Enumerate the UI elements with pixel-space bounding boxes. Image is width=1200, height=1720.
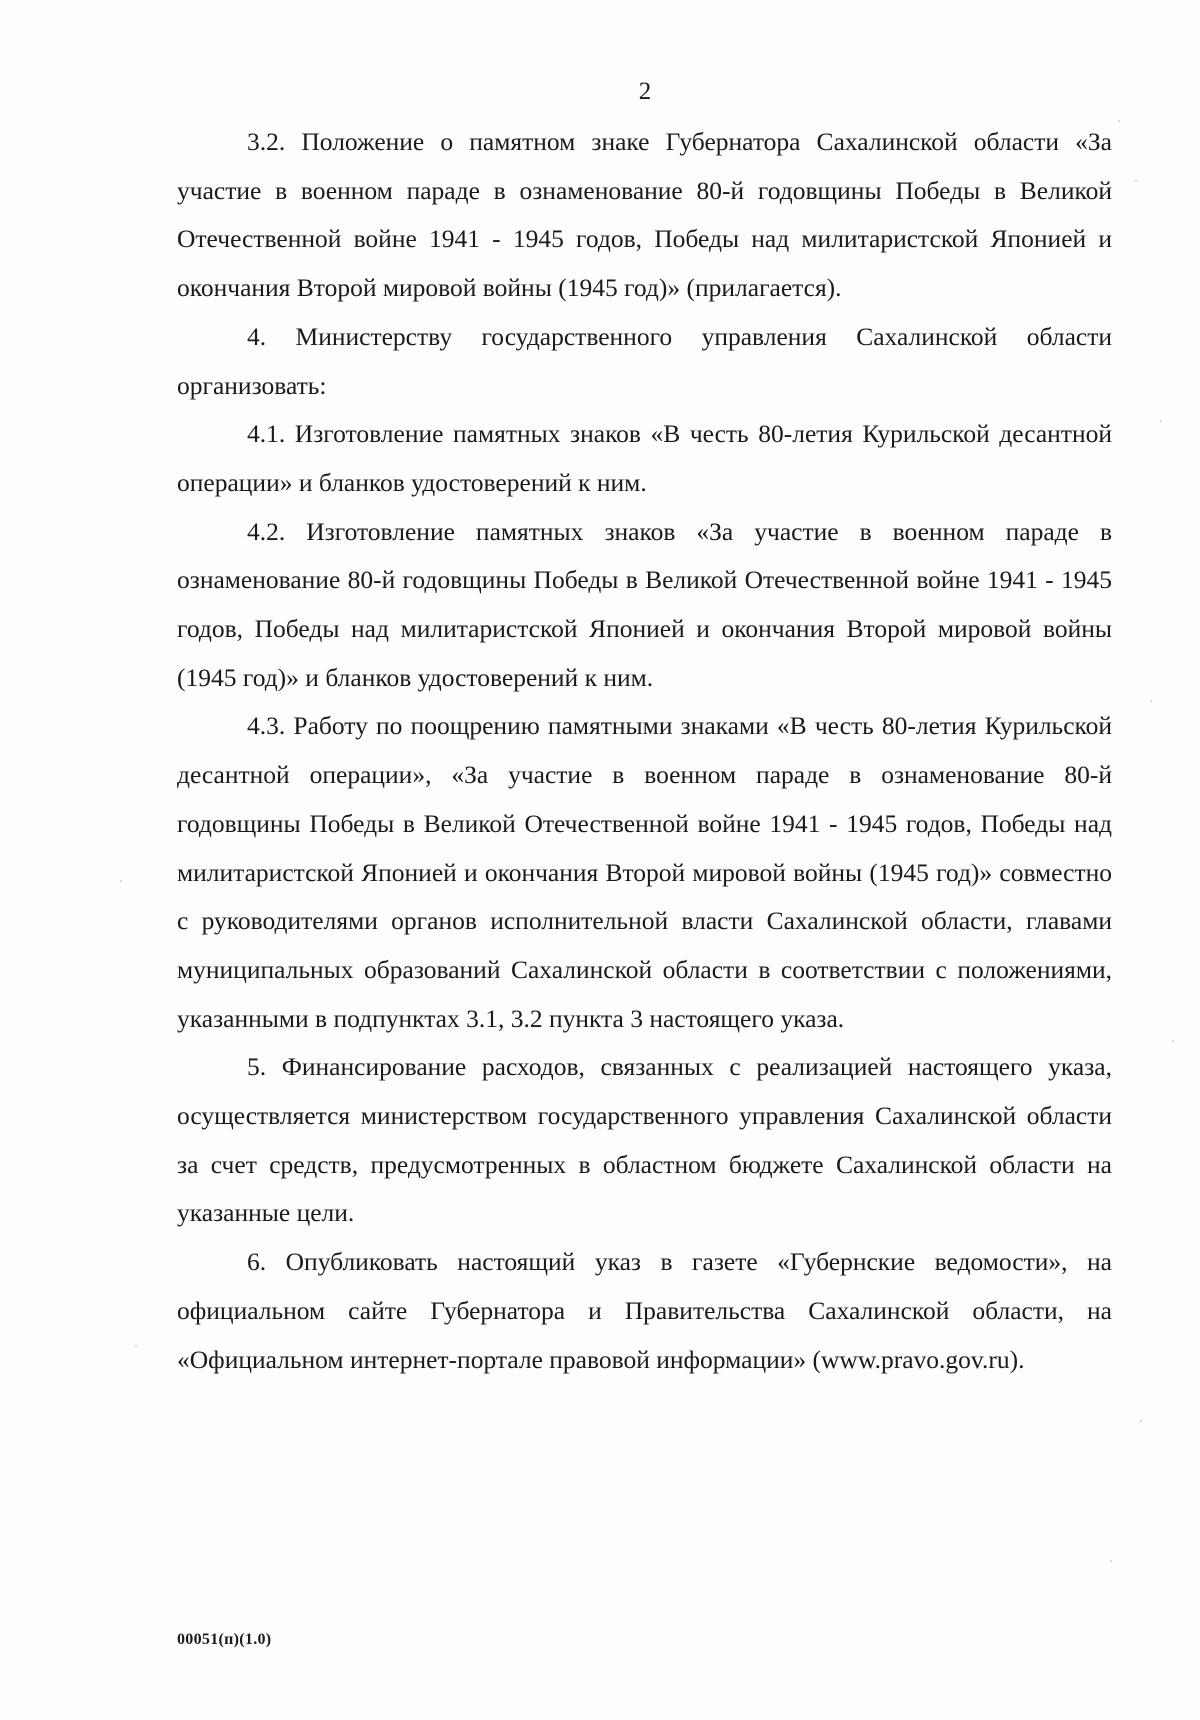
paragraph-5: 5. Финансирование расходов, связанных с реализацией настоящего указа, осуществляется министерством государственного управления Сахалинской области за счет средств, предусмотренных в областном бюджете Сахалинской области на указанные цели.: [177, 1052, 1112, 1228]
scan-speck: [1172, 1040, 1174, 1042]
paragraph-4-3: 4.3. Работу по поощрению памятными знаками «В честь 80-летия Курильской десантной операции», «За участие в военном параде в ознаменование 80-й годовщины Победы в Великой Отечественной войне 1941 - 1945 годов, Победы над милитаристской Японией и окончания Второй мировой войны (1945 год)» совместно с руководителями органов исполнительной власти Сахалинской области, главами муниципальных образований Сахалинской области в соответствии с положениями, указанными в подпунктах 3.1, 3.2 пункта 3 настоящего указа.: [177, 711, 1112, 1033]
scan-speck: [1135, 180, 1137, 182]
page-number: 2: [638, 78, 652, 105]
paragraph-4-2: 4.2. Изготовление памятных знаков «За участие в военном параде в ознаменование 80-й годовщины Победы в Великой Отечественной войне 1941 - 1945 годов, Победы над милитаристской Японией и окончания Второй мировой войны (1945 год)» и бланков удостоверений к ним.: [177, 516, 1112, 692]
scan-speck: [1140, 1420, 1142, 1422]
scan-speck: [120, 880, 122, 882]
paragraph-4-1: 4.1. Изготовление памятных знаков «В честь 80-летия Курильской десантной операции» и бланков удостоверений к ним.: [177, 419, 1112, 497]
document-code: 00051(п)(1.0): [177, 1631, 272, 1648]
paragraph-3-2: 3.2. Положение о памятном знаке Губернатора Сахалинской области «За участие в военном параде в ознаменование 80-й годовщины Победы в Великой Отечественной войне 1941 - 1945 годов, Победы над милитаристской Японией и окончания Второй мировой войны (1945 год)» (прилагается).: [177, 127, 1112, 303]
scan-speck: [1110, 1560, 1112, 1562]
document-body: [177, 118, 1112, 1384]
scan-speck: [1150, 700, 1152, 702]
scan-speck: [135, 1345, 137, 1347]
scan-speck: [1160, 420, 1162, 422]
paragraph-6: 6. Опубликовать настоящий указ в газете «Губернские ведомости», на официальном сайте Губернатора и Правительства Сахалинской области, на «Официальном интернет-портале правовой информации» (www.pravo.gov.ru).: [177, 1247, 1112, 1374]
paragraph-4: 4. Министерству государственного управления Сахалинской области организовать:: [177, 321, 1112, 400]
scan-speck: [1118, 120, 1120, 122]
